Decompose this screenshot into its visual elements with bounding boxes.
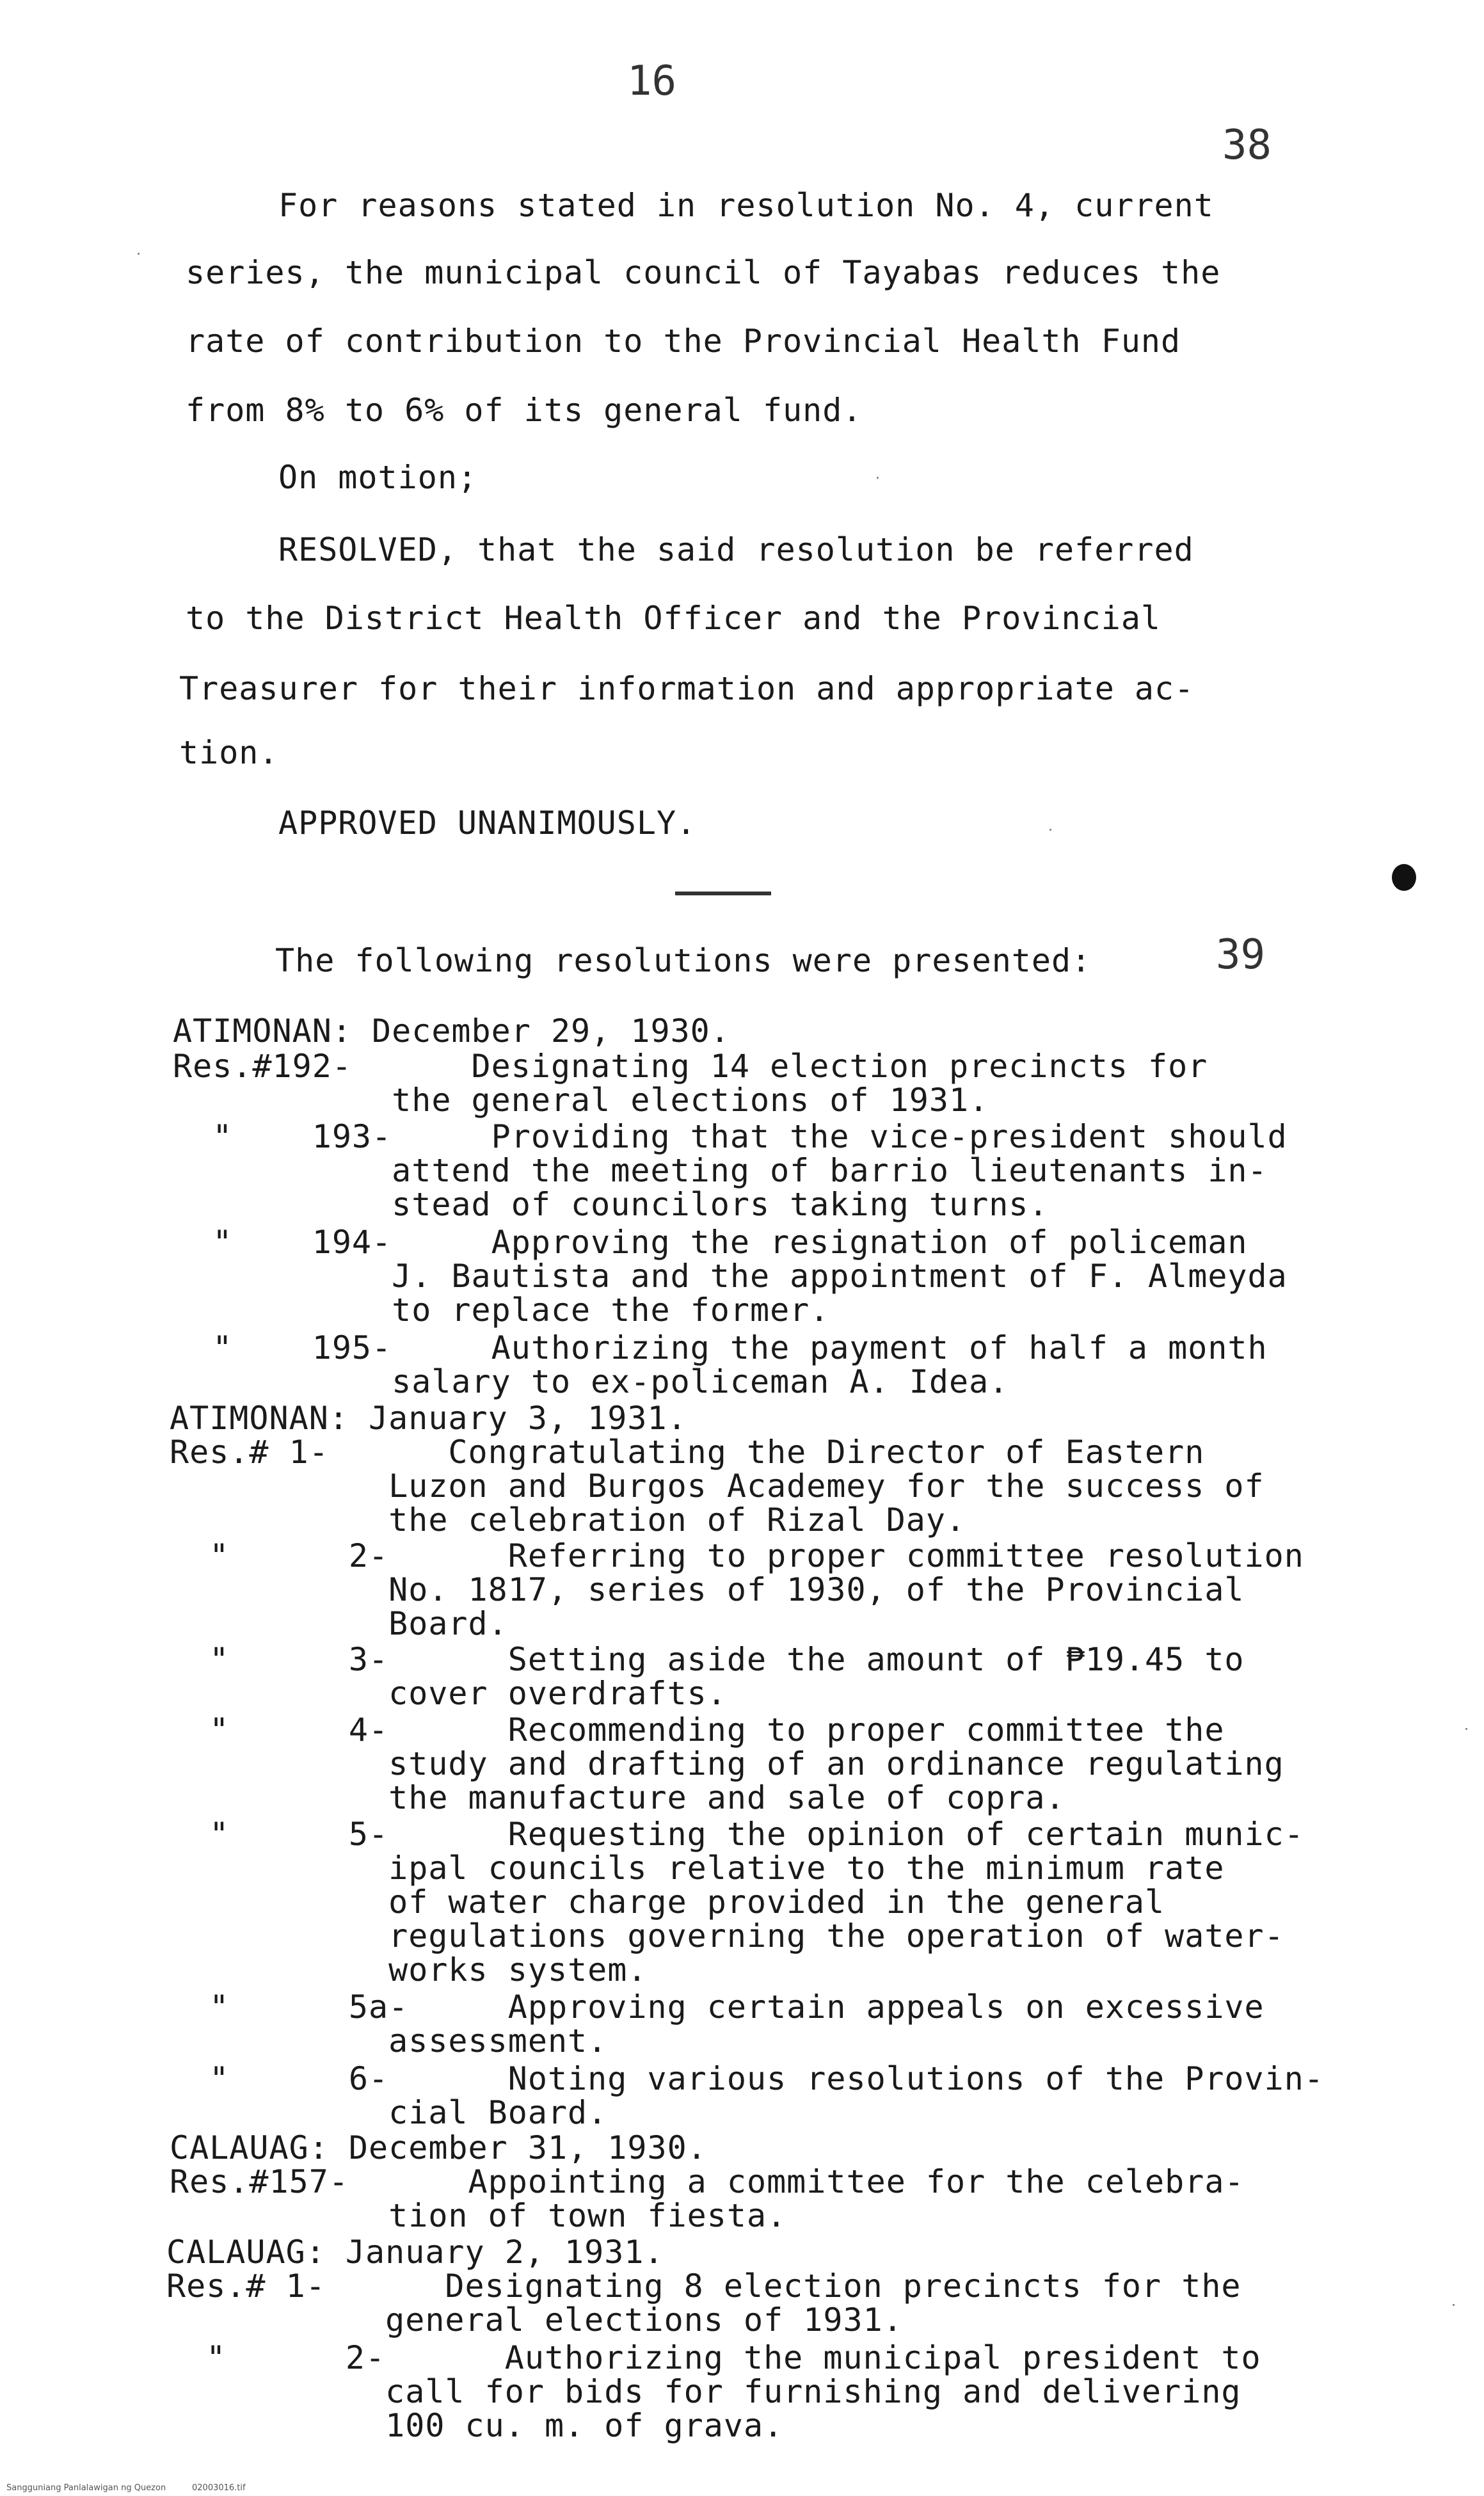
res-2-line3: Board. [170, 1605, 508, 1642]
res-2-line1: " 2- Referring to proper committee resolution [170, 1537, 1304, 1574]
res-5-line5: works system. [170, 1951, 648, 1988]
res-157-line2: tion of town fiesta. [170, 2197, 787, 2234]
res-5-line1: " 5- Requesting the opinion of certain munic- [170, 1816, 1304, 1853]
calauag-res-2-line3: 100 cu. m. of grava. [166, 2407, 784, 2444]
res-195-line2: salary to ex-policeman A. Idea. [173, 1363, 1009, 1400]
para1-line4: from 8% to 6% of its general fund. [186, 392, 863, 429]
heading-atimonan-jan3: ATIMONAN: January 3, 1931. [170, 1400, 687, 1437]
intro-line: The following resolutions were presented: [275, 942, 1092, 979]
res-195-line1: " 195- Authorizing the payment of half a month [173, 1329, 1268, 1366]
section-divider [675, 892, 771, 895]
res-194-line1: " 194- Approving the resignation of policeman [173, 1224, 1248, 1261]
res-3-line2: cover overdrafts. [170, 1675, 727, 1712]
res-192-line2: the general elections of 1931. [173, 1082, 989, 1119]
res-6-line2: cial Board. [170, 2094, 608, 2131]
res-194-line2: J. Bautista and the appointment of F. Almeyda [173, 1258, 1288, 1295]
res-4-line1: " 4- Recommending to proper committee the [170, 1711, 1225, 1748]
res-193-line3: stead of councilors taking turns. [173, 1186, 1049, 1223]
res-192-line1: Res.#192- Designating 14 election precincts for [173, 1048, 1208, 1085]
section-number-39: 39 [1216, 931, 1266, 979]
scan-speck [1049, 829, 1051, 831]
heading-calauag-jan2: CALAUAG: January 2, 1931. [166, 2234, 664, 2271]
res-194-line3: to replace the former. [173, 1292, 830, 1329]
scan-speck [877, 477, 879, 479]
res-6-line1: " 6- Noting various resolutions of the Provin- [170, 2060, 1324, 2097]
res-3-line1: " 3- Setting aside the amount of ₱19.45 to [170, 1641, 1245, 1678]
scan-speck [138, 253, 140, 255]
resolved-line1: RESOLVED, that the said resolution be referred [278, 531, 1194, 568]
res-1-line3: the celebration of Rizal Day. [170, 1501, 966, 1539]
heading-atimonan-dec29: ATIMONAN: December 29, 1930. [173, 1012, 730, 1050]
res-5a-line2: assessment. [170, 2022, 608, 2060]
scan-speck [1465, 1728, 1467, 1730]
res-5-line2: ipal councils relative to the minimum rate [170, 1850, 1225, 1887]
on-motion: On motion; [278, 459, 478, 496]
heading-calauag-dec31: CALAUAG: December 31, 1930. [170, 2129, 707, 2166]
calauag-res-1-line1: Res.# 1- Designating 8 election precincts for the [166, 2268, 1241, 2305]
res-5a-line1: " 5a- Approving certain appeals on excessive [170, 1988, 1265, 2026]
resolved-line3: Treasurer for their information and appropriate ac- [179, 670, 1195, 707]
footer-archive-label: Sangguniang Panlalawigan ng Quezon [6, 2483, 166, 2493]
res-157-line1: Res.#157- Appointing a committee for the celebra- [170, 2163, 1245, 2200]
res-1-line1: Res.# 1- Congratulating the Director of Eastern [170, 1434, 1205, 1471]
res-1-line2: Luzon and Burgos Academey for the success of [170, 1468, 1265, 1505]
res-193-line1: " 193- Providing that the vice-president should [173, 1118, 1288, 1155]
page-number-top: 16 [627, 58, 677, 105]
approved-unanimously: APPROVED UNANIMOUSLY. [278, 804, 697, 842]
calauag-res-2-line1: " 2- Authorizing the municipal president to [166, 2339, 1261, 2376]
res-5-line3: of water charge provided in the general [170, 1884, 1165, 1921]
res-4-line2: study and drafting of an ordinance regulating [170, 1745, 1284, 1782]
resolved-line2: to the District Health Officer and the Provincial [186, 600, 1161, 637]
calauag-res-2-line2: call for bids for furnishing and delivering [166, 2373, 1241, 2410]
res-4-line3: the manufacture and sale of copra. [170, 1779, 1065, 1816]
para1-line2: series, the municipal council of Tayabas reduces the [186, 254, 1221, 291]
footer-file-name: 02003016.tif [192, 2483, 246, 2493]
page-number-right: 38 [1222, 122, 1272, 169]
res-5-line4: regulations governing the operation of water- [170, 1917, 1284, 1955]
para1-line1: For reasons stated in resolution No. 4, current [278, 187, 1214, 224]
res-193-line2: attend the meeting of barrio lieutenants in- [173, 1152, 1268, 1189]
resolved-line4: tion. [179, 734, 279, 771]
ink-blot [1392, 864, 1416, 891]
para1-line3: rate of contribution to the Provincial Health Fund [186, 323, 1181, 360]
scan-speck [1453, 2304, 1455, 2306]
calauag-res-1-line2: general elections of 1931. [166, 2301, 903, 2339]
res-2-line2: No. 1817, series of 1930, of the Provincial [170, 1571, 1245, 1608]
